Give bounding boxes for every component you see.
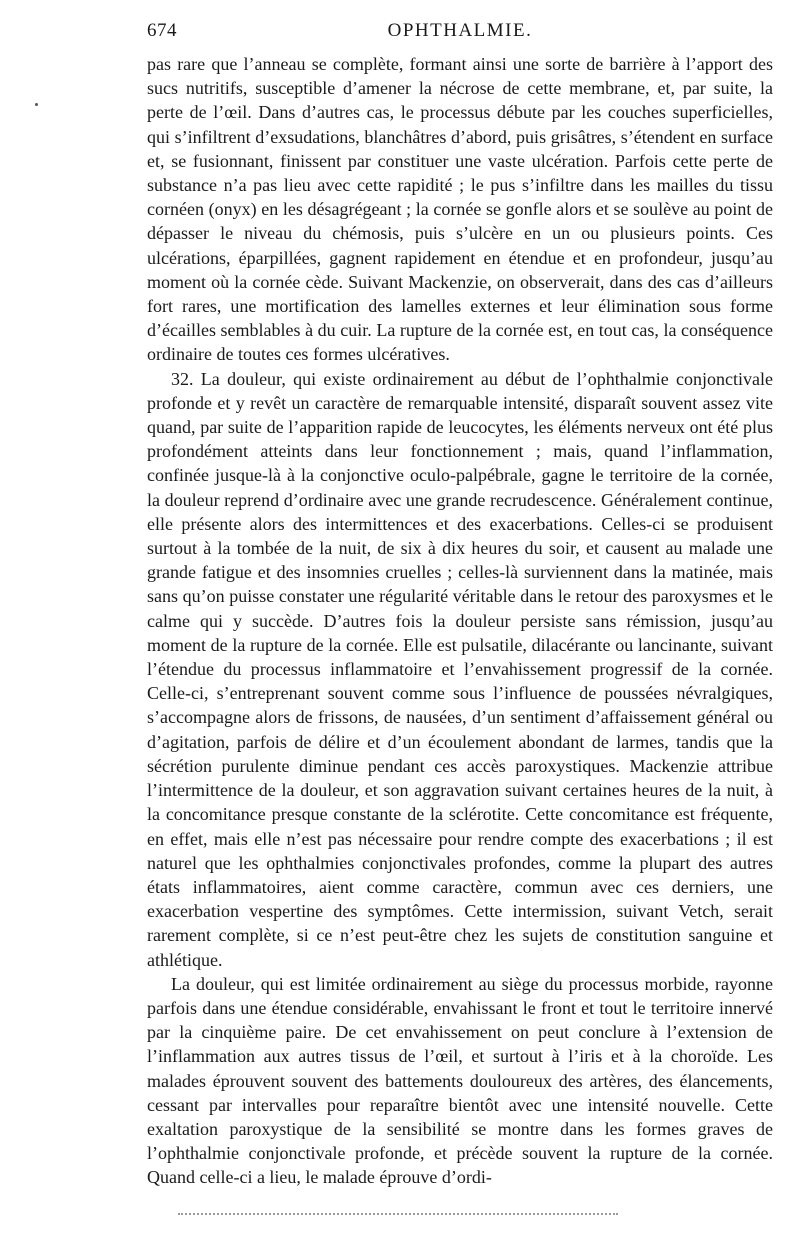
running-title: OPHTHALMIE. [387,20,533,41]
paragraph-continuation: pas rare que l’anneau se complète, formant ainsi une sorte de barrière à l’apport des sucs nutritifs, susceptible d’amener la nécrose de cette membrane, et, par suite, la perte de l’œil. Dans d’autres cas, le processus débute par les couches superficielles, qui s’infiltrent d’exsudations, blanchâtres d’abord, puis grisâtres, s’étendent en surface et, se fusionnant, finissent par constituer une vaste ulcération. Parfois cette perte de substance n’a pas lieu avec cette rapidité ; le pus s’infiltre dans les mailles du tissu cornéen (onyx) en les désagrégeant ; la cornée se gonfle alors et se soulève au point de dépasser le niveau du chémosis, puis s’ulcère en un ou plusieurs points. Ces ulcérations, éparpillées, gagnent rapidement en étendue et en profondeur, jusqu’au moment où la cornée cède. Suivant Mackenzie, on observerait, dans des cas d’ailleurs fort rares, une mortification des lamelles externes et leur élimination sous forme d’écailles semblables à du cuir. La rupture de la cornée est, en tout cas, la conséquence ordinaire de toutes ces formes ulcératives. [147,54,773,365]
footer-dotted-rule [178,1213,618,1215]
paragraph-section-32: 32. La douleur, qui existe ordinairement au début de l’ophthalmie conjonctivale profonde et y revêt un caractère de remarquable intensité, disparaît souvent assez vite quand, par suite de l’apparition rapide de leucocytes, les éléments nerveux ont été plus profondément atteints dans leur fonctionnement ; mais, quand l’inflammation, confinée jusque-là à la conjonctive oculo-palpébrale, gagne le territoire de la cornée, la douleur reprend d’ordinaire avec une grande recrudescence. Généralement continue, elle présente alors des intermittences et des exacerbations. Celles-ci se produisent surtout à la tombée de la nuit, de six à dix heures du soir, et causent au malade une grande fatigue et des insomnies cruelles ; celles-là surviennent dans la matinée, mais sans qu’on puisse constater une régularité véritable dans le retour des paroxysmes et le calme qui y succède. D’autres fois la douleur persiste sans rémission, jusqu’au moment de la rupture de la cornée. Elle est pulsatile, dilacérante ou lancinante, suivant l’étendue du processus inflammatoire et l’envahissement progressif de la cornée. Celle-ci, s’entreprenant souvent comme sous l’influence de poussées névralgiques, s’accompagne alors de frissons, de nausées, d’un sentiment d’affaissement général ou d’agitation, parfois de délire et d’un écoulement abondant de larmes, tandis que la sécrétion purulente diminue pendant ces accès paroxystiques. Mackenzie attribue l’intermittence de la douleur, et son aggravation suivant certaines heures de la nuit, à la concomitance presque constante de la sclérotite. Cette concomitance est fréquente, en effet, mais elle n’est pas nécessaire pour rendre compte des exacerbations ; il est naturel que les ophthalmies conjonctivales profondes, comme la plupart des autres états inflammatoires, aient comme caractère, commun avec ces derniers, une exacerbation vespertine des symptômes. Cette intermission, suivant Vetch, serait rarement complète, si ce n’est peut-être chez les sujets de constitution sanguine et athlétique. [147,368,773,970]
margin-speck [35,103,38,106]
paragraph-douleur: La douleur, qui est limitée ordinairement au siège du processus morbide, rayonne parfois dans une étendue considérable, envahissant le front et tout le territoire innervé par la cinquième paire. De cet envahissement on peut conclure à l’extension de l’inflammation aux autres tissus de l’œil, et surtout à l’iris et à la choroïde. Les malades éprouvent souvent des battements douloureux des artères, des élancements, cessant par intervalles pour reparaître bientôt avec une intensité nouvelle. Cette exaltation paroxystique de la sensibilité se montre dans les formes graves de l’ophthalmie conjonctivale profonde, et précède souvent la rupture de la cornée. Quand celle-ci a lieu, le malade éprouve d’ordi- [147,973,773,1188]
running-head [147,20,773,46]
page-number: 674 [147,20,177,41]
body-text [147,52,773,1190]
